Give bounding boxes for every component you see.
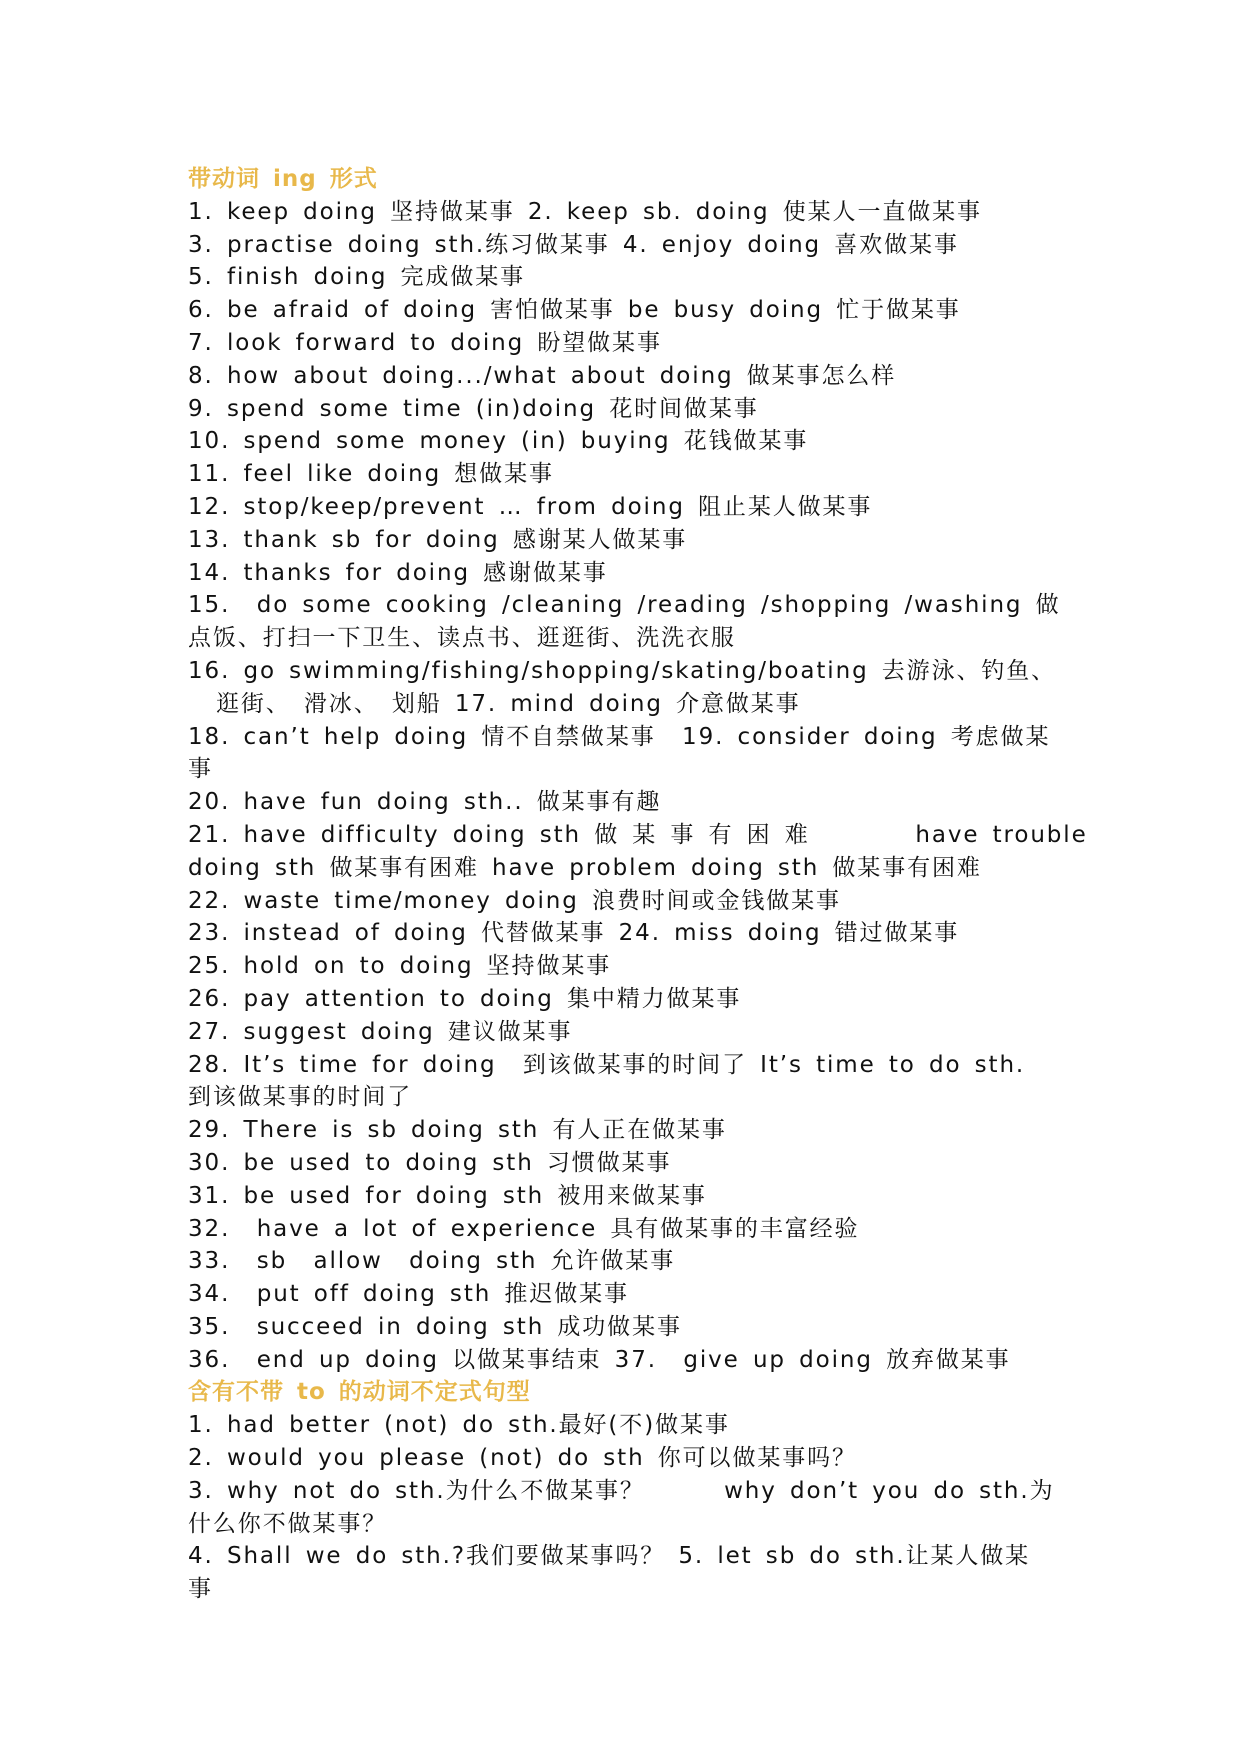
section-heading-ing-form: 带动词 ing 形式 bbox=[188, 166, 378, 192]
list-item: 26. pay attention to doing 集中精力做某事 bbox=[188, 985, 742, 1012]
list-item-continuation: 逛街、 滑冰、 划船 17. mind doing 介意做某事 bbox=[216, 690, 801, 717]
list-item: 10. spend some money (in) buying 花钱做某事 bbox=[188, 428, 809, 455]
list-item: 20. have fun doing sth.. 做某事有趣 bbox=[188, 789, 662, 816]
list-item: 3. practise doing sth.练习做某事 4. enjoy doing 喜欢做某事 bbox=[188, 231, 959, 258]
list-item: 1. had better (not) do sth.最好(不)做某事 bbox=[188, 1412, 730, 1439]
list-item-continuation: doing sth 做某事有困难 have problem doing sth 做某事有困难 bbox=[188, 854, 982, 881]
list-item: 14. thanks for doing 感谢做某事 bbox=[188, 559, 608, 586]
list-item-continuation: 到该做某事的时间了 bbox=[188, 1084, 413, 1111]
list-item: 5. finish doing 完成做某事 bbox=[188, 264, 526, 291]
list-item: 32. have a lot of experience 具有做某事的丰富经验 bbox=[188, 1215, 860, 1242]
list-item: 36. end up doing 以做某事结束 37. give up doing 放弃做某事 bbox=[188, 1346, 1011, 1373]
list-item: 29. There is sb doing sth 有人正在做某事 bbox=[188, 1117, 727, 1144]
list-item: 28. It’s time for doing 到该做某事的时间了 It’s time to do sth. bbox=[188, 1051, 1026, 1078]
list-item: 15. do some cooking /cleaning /reading /shopping /washing 做 bbox=[188, 592, 1061, 619]
list-item: 25. hold on to doing 坚持做某事 bbox=[188, 953, 612, 980]
list-item: 27. suggest doing 建议做某事 bbox=[188, 1018, 573, 1045]
section-heading-bare-infinitive: 含有不带 to 的动词不定式句型 bbox=[188, 1379, 531, 1406]
list-item: 8. how about doing.../what about doing 做某事怎么样 bbox=[188, 362, 897, 389]
list-item: 3. why not do sth.为什么不做某事？ why don’t you do sth.为 bbox=[188, 1477, 1055, 1504]
list-item: 11. feel like doing 想做某事 bbox=[188, 461, 554, 488]
document-body bbox=[188, 163, 1088, 1606]
list-item-continuation: 什么你不做某事？ bbox=[188, 1510, 388, 1537]
list-item: 6. be afraid of doing 害怕做某事 be busy doing 忙于做某事 bbox=[188, 297, 961, 324]
list-item: 12. stop/keep/prevent … from doing 阻止某人做某事 bbox=[188, 493, 873, 520]
list-item: 21. have difficulty doing sth 做 某 事 有 困 难 have trouble bbox=[188, 821, 1088, 848]
list-item: 23. instead of doing 代替做某事 24. miss doing 错过做某事 bbox=[188, 920, 960, 947]
list-item: 7. look forward to doing 盼望做某事 bbox=[188, 329, 662, 356]
list-item: 1. keep doing 坚持做某事 2. keep sb. doing 使某人一直做某事 bbox=[188, 198, 982, 225]
list-item: 9. spend some time (in)doing 花时间做某事 bbox=[188, 395, 759, 422]
list-item: 35. succeed in doing sth 成功做某事 bbox=[188, 1313, 682, 1340]
list-item: 4. Shall we do sth.?我们要做某事吗？ 5. let sb do sth.让某人做某 bbox=[188, 1543, 1031, 1570]
list-item: 16. go swimming/fishing/shopping/skating/boating 去游泳、钓鱼、 bbox=[188, 657, 1057, 684]
list-item-continuation: 点饭、打扫一下卫生、读点书、逛逛街、洗洗衣服 bbox=[188, 625, 736, 652]
list-item-continuation: 事 bbox=[188, 756, 213, 783]
list-item: 31. be used for doing sth 被用来做某事 bbox=[188, 1182, 707, 1209]
list-item: 30. be used to doing sth 习惯做某事 bbox=[188, 1149, 672, 1176]
list-item: 22. waste time/money doing 浪费时间或金钱做某事 bbox=[188, 887, 841, 914]
list-item: 33. sb allow doing sth 允许做某事 bbox=[188, 1248, 676, 1275]
list-item: 13. thank sb for doing 感谢某人做某事 bbox=[188, 526, 688, 553]
list-item-continuation: 事 bbox=[188, 1576, 213, 1603]
list-item: 34. put off doing sth 推迟做某事 bbox=[188, 1281, 629, 1308]
list-item: 18. can’t help doing 情不自禁做某事 19. consider doing 考虑做某 bbox=[188, 723, 1051, 750]
list-item: 2. would you please (not) do sth 你可以做某事吗？ bbox=[188, 1445, 857, 1472]
